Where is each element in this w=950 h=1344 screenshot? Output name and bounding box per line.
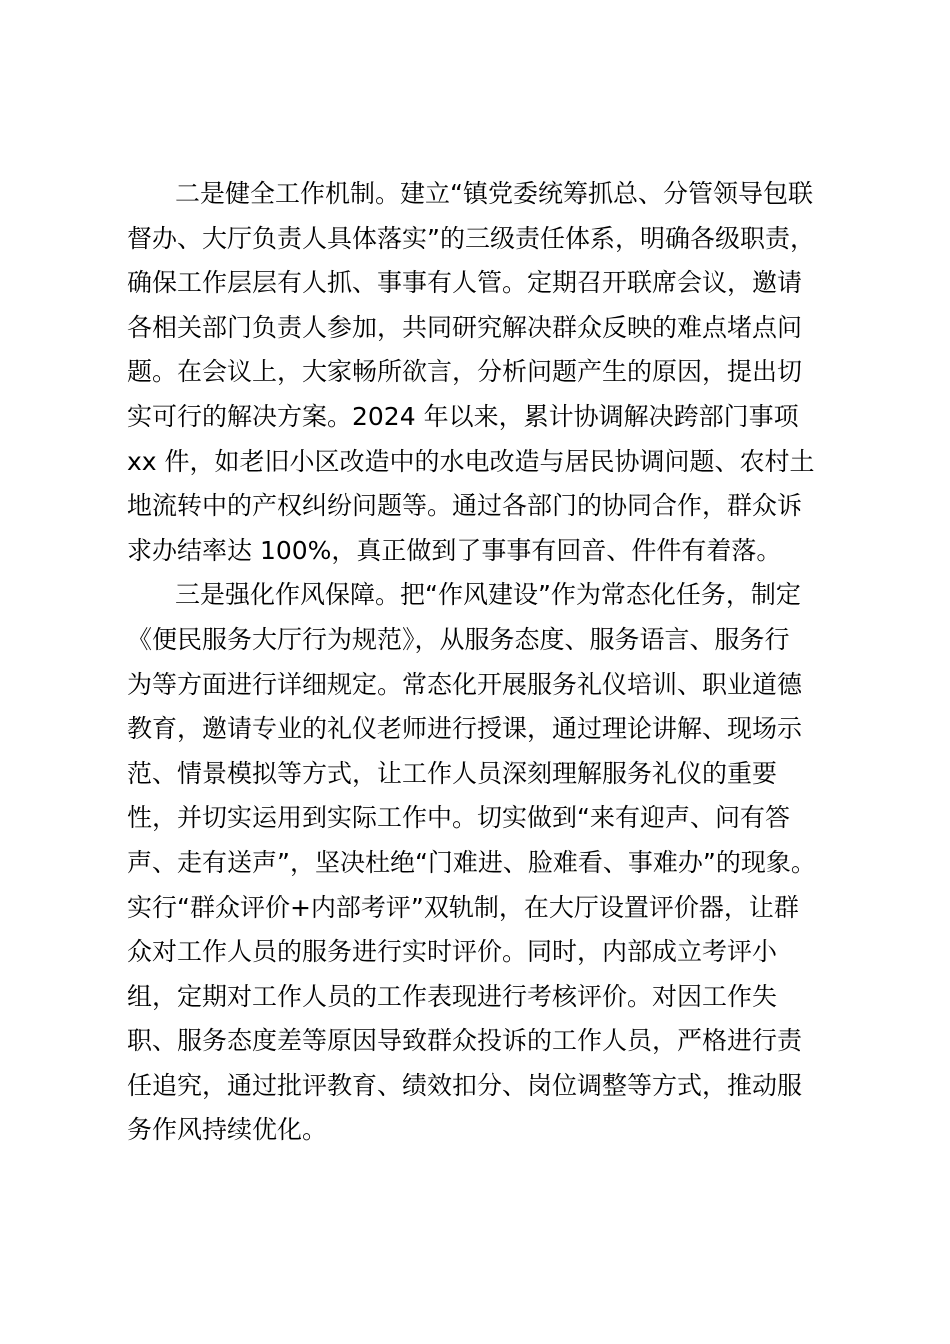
text-line: 确保工作层层有人抓、事事有人管。定期召开联席会议，邀请 [127, 268, 803, 298]
text-line: 教育，邀请专业的礼仪老师进行授课，通过理论讲解、现场示 [127, 714, 803, 744]
text-line: 实行“群众评价+内部考评”双轨制，在大厅设置评价器，让群 [127, 892, 799, 922]
paragraph-work-mechanism [127, 172, 827, 573]
text-line: 务作风持续优化。 [127, 1115, 328, 1145]
text-line: 实可行的解决方案。2024 年以来，累计协调解决跨部门事项 [127, 401, 799, 431]
document-body [127, 172, 827, 1153]
text-line: 二是健全工作机制。建立“镇党委统筹抓总、分管领导包联 [175, 179, 813, 208]
text-line: 求办结率达 100%，真正做到了事事有回音、件件有着落。 [127, 535, 782, 565]
text-line: 组，定期对工作人员的工作表现进行考核评价。对因工作失 [127, 981, 778, 1011]
text-line: 三是强化作风保障。把“作风建设”作为常态化任务，制定 [175, 580, 801, 610]
text-line: 性，并切实运用到实际工作中。切实做到“来有迎声、问有答 [127, 803, 790, 833]
text-line: 地流转中的产权纠纷问题等。通过各部门的协同合作，群众诉 [127, 491, 803, 521]
paragraph-work-style [127, 573, 827, 1153]
text-line: 题。在会议上，大家畅所欲言，分析问题产生的原因，提出切 [127, 357, 803, 387]
text-line: 《便民服务大厅行为规范》，从服务态度、服务语言、服务行 [127, 624, 790, 654]
text-line: 职、服务态度差等原因导致群众投诉的工作人员，严格进行责 [127, 1026, 803, 1056]
text-line: 范、情景模拟等方式，让工作人员深刻理解服务礼仪的重要 [127, 758, 778, 788]
text-line: 声、走有送声”，坚决杜绝“门难进、脸难看、事难办”的现象。 [127, 847, 816, 877]
text-line: 众对工作人员的服务进行实时评价。同时，内部成立考评小 [127, 937, 778, 967]
text-line: 督办、大厅负责人具体落实”的三级责任体系，明确各级职责， [127, 223, 815, 253]
text-line: 任追究，通过批评教育、绩效扣分、岗位调整等方式，推动服 [127, 1070, 803, 1100]
text-line: xx 件，如老旧小区改造中的水电改造与居民协调问题、农村土 [127, 446, 815, 476]
text-line: 为等方面进行详细规定。常态化开展服务礼仪培训、职业道德 [127, 669, 803, 699]
text-line: 各相关部门负责人参加，共同研究解决群众反映的难点堵点问 [127, 312, 803, 342]
